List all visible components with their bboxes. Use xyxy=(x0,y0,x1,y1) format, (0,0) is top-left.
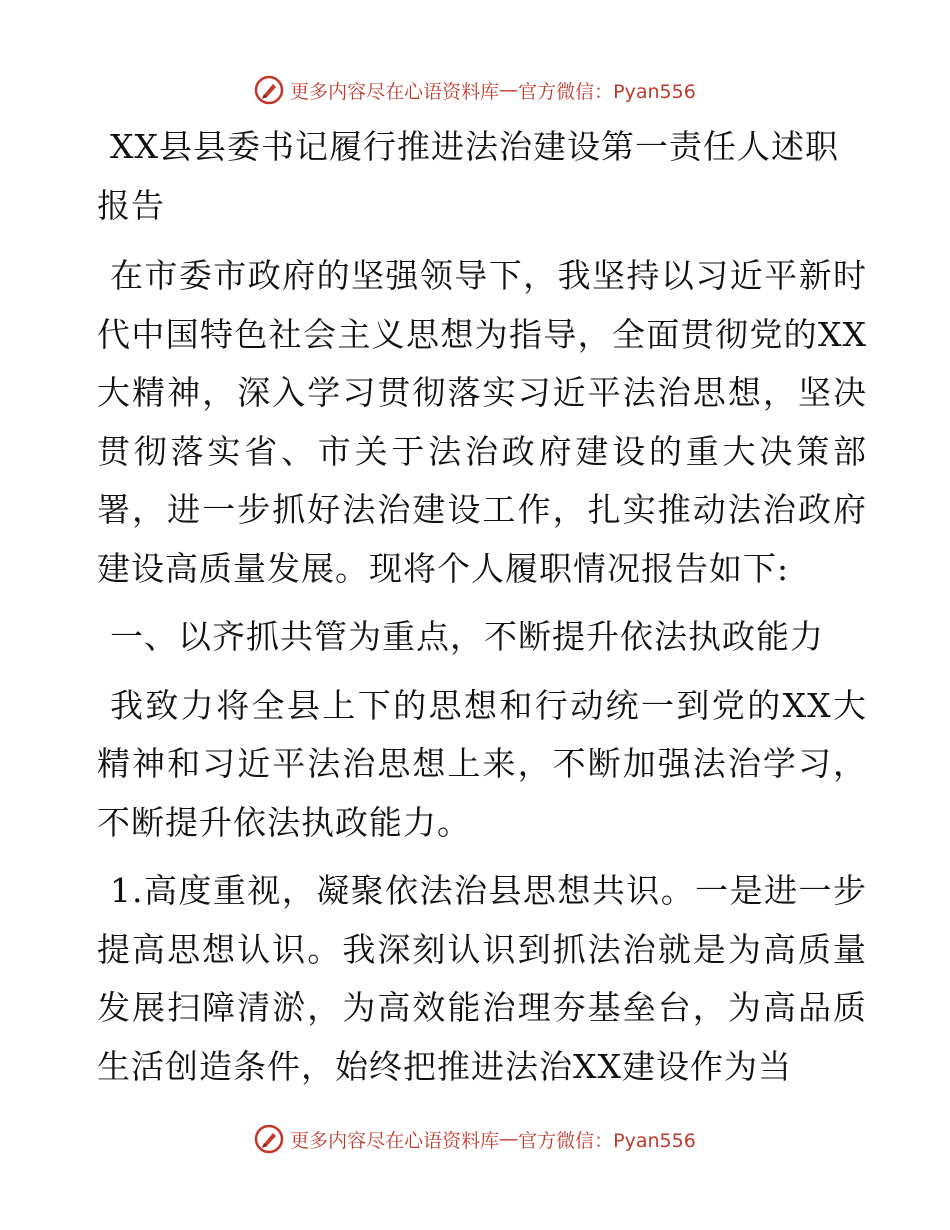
watermark-contact: 官方微信：Pyan556 xyxy=(518,80,696,103)
item-1-paragraph: 1.高度重视，凝聚依法治县思想共识。一是进一步提高思想认识。我深刻认识到抓法治就是为高质量发展扫障清淤，为高效能治理夯基垒台，为高品质生活创造条件，始终把推进法治XX建设作为当 xyxy=(97,871,867,1086)
watermark-banner-top xyxy=(0,70,950,110)
section-1-paragraph: 我致力将全县上下的思想和行动统一到党的XX大精神和习近平法治思想上来，不断加强法治学习，不断提升依法执政能力。 xyxy=(97,685,867,842)
watermark-separator: — xyxy=(499,1128,519,1150)
section-heading-1: 一、以齐抓共管为重点，不断提升依法执政能力 xyxy=(110,617,824,656)
watermark-banner-bottom xyxy=(0,1119,950,1159)
pen-logo-icon xyxy=(254,1124,284,1154)
watermark-separator: — xyxy=(499,79,519,101)
intro-paragraph: 在市委市政府的坚强领导下，我坚持以习近平新时代中国特色社会主义思想为指导，全面贯彻党的XX大精神，深入学习贯彻落实习近平法治思想，坚决贯彻落实省、市关于法治政府建设的重大决策部署，进一步抓好法治建设工作，扎实推动法治政府建设高质量发展。现将个人履职情况报告如下: xyxy=(97,256,867,588)
pen-logo-icon xyxy=(254,75,284,105)
watermark-brand: 更多内容尽在心语资料库 xyxy=(290,1129,500,1152)
watermark-brand: 更多内容尽在心语资料库 xyxy=(290,80,500,103)
watermark-contact: 官方微信：Pyan556 xyxy=(518,1129,696,1152)
document-title: XX县县委书记履行推进法治建设第一责任人述职报告 xyxy=(97,127,839,225)
document-body xyxy=(97,118,867,1106)
